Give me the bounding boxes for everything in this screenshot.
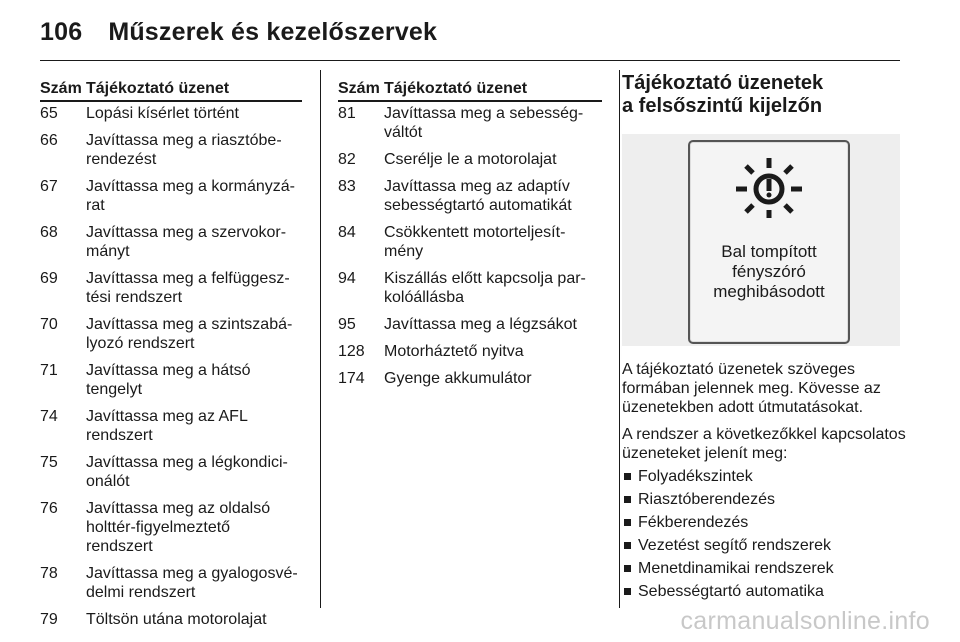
- bulb-warning-icon: [734, 156, 804, 218]
- square-bullet-icon: [624, 588, 631, 595]
- column-divider: [320, 70, 321, 608]
- column-header-number: Szám: [338, 79, 384, 101]
- message-text-line: Javíttassa meg a légzsákot: [384, 316, 577, 333]
- bullet-text: Vezetést segítő rendszerek: [638, 537, 831, 554]
- table-row: [338, 148, 602, 175]
- display-message-line: meghibásodott: [713, 282, 825, 301]
- message-text: [384, 267, 602, 313]
- message-number: 82: [338, 151, 356, 168]
- message-text-line: Javíttassa meg a felfüggesz-: [86, 270, 290, 287]
- table-row: [40, 267, 302, 313]
- table-row: [40, 101, 302, 129]
- message-text-line: mányt: [86, 243, 130, 260]
- message-text-line: Javíttassa meg az AFL: [86, 408, 248, 425]
- bullet-list: [622, 467, 912, 601]
- column-divider: [619, 70, 620, 608]
- column-header-message: Tájékoztató üzenet: [86, 79, 302, 101]
- table-row: [338, 221, 602, 267]
- column-header-number: Szám: [40, 79, 86, 101]
- message-text: [86, 451, 302, 497]
- square-bullet-icon: [624, 473, 631, 480]
- message-text: [86, 221, 302, 267]
- display-message: [690, 242, 848, 302]
- table-row: [338, 175, 602, 221]
- message-text-line: delmi rendszert: [86, 584, 196, 601]
- message-number: 84: [338, 224, 356, 241]
- table-row: [40, 497, 302, 562]
- table-row: [40, 562, 302, 608]
- watermark: carmanualsonline.info: [680, 607, 930, 635]
- message-text-line: tési rendszert: [86, 289, 183, 306]
- section-title: [622, 72, 912, 118]
- message-text-line: sebességtartó automatikát: [384, 197, 572, 214]
- table-row: [40, 313, 302, 359]
- message-number: 71: [40, 362, 58, 379]
- display-figure: [622, 134, 900, 346]
- table-row: [40, 451, 302, 497]
- message-text: [384, 101, 602, 148]
- message-number: 94: [338, 270, 356, 287]
- message-number: 69: [40, 270, 58, 287]
- message-text-line: Cserélje le a motorolajat: [384, 151, 557, 168]
- body-paragraph: A rendszer a következőkkel kapcsolatos üzeneteket jelenít meg:: [622, 426, 906, 462]
- message-text: [384, 313, 602, 340]
- bullet-item: [622, 513, 912, 532]
- message-text-line: rendezést: [86, 151, 157, 168]
- message-number: 75: [40, 454, 58, 471]
- message-table-left: [40, 79, 302, 635]
- message-text: [384, 175, 602, 221]
- message-text-line: Javíttassa meg a szervokor-: [86, 224, 287, 241]
- message-text-line: Javíttassa meg a gyalogosvé-: [86, 565, 298, 582]
- body-paragraph: A tájékoztató üzenetek szöveges formában jelennek meg. Kövesse az üzenetekben adott útmutatásokat.: [622, 361, 881, 416]
- message-text: [384, 221, 602, 267]
- message-number: 68: [40, 224, 58, 241]
- bullet-item: [622, 536, 912, 555]
- message-text: [86, 562, 302, 608]
- message-text-line: lyozó rendszert: [86, 335, 195, 352]
- message-text: [86, 608, 302, 635]
- message-number: 95: [338, 316, 356, 333]
- message-text-line: holttér-figyelmeztető: [86, 519, 231, 536]
- table-row: [40, 175, 302, 221]
- message-text-line: Javíttassa meg az oldalsó: [86, 500, 271, 517]
- message-text-line: Javíttassa meg a szintszabá-: [86, 316, 293, 333]
- message-number: 174: [338, 370, 365, 387]
- message-text-line: Javíttassa meg az adaptív: [384, 178, 570, 195]
- header-rule: [40, 60, 900, 61]
- bullet-item: [622, 582, 912, 601]
- message-number: 83: [338, 178, 356, 195]
- table-row: [40, 359, 302, 405]
- table-row: [338, 340, 602, 367]
- bullet-item: [622, 490, 912, 509]
- square-bullet-icon: [624, 565, 631, 572]
- section-title-line: Tájékoztató üzenetek: [622, 72, 824, 94]
- message-text: [86, 497, 302, 562]
- table-row: [40, 221, 302, 267]
- message-number: 67: [40, 178, 58, 195]
- message-text: [86, 175, 302, 221]
- message-text: [86, 313, 302, 359]
- message-text: [86, 405, 302, 451]
- bullet-text: Fékberendezés: [638, 514, 749, 531]
- section-title-line: a felsőszintű kijelzőn: [622, 95, 823, 117]
- table-row: [40, 608, 302, 635]
- message-number: 79: [40, 611, 58, 628]
- message-text-line: tengelyt: [86, 381, 143, 398]
- message-text-line: onálót: [86, 473, 130, 490]
- bullet-item: [622, 467, 912, 486]
- display-screen: [688, 140, 850, 344]
- square-bullet-icon: [624, 542, 631, 549]
- message-text-line: Kiszállás előtt kapcsolja par-: [384, 270, 586, 287]
- message-text-line: Javíttassa meg a kormányzá-: [86, 178, 295, 195]
- table-row: [338, 313, 602, 340]
- table-row: [40, 405, 302, 451]
- bullet-text: Sebességtartó automatika: [638, 583, 824, 600]
- message-text-line: Töltsön utána motorolajat: [86, 611, 267, 628]
- display-message-line: Bal tompított: [721, 242, 817, 261]
- message-text-line: Gyenge akkumulátor: [384, 370, 532, 387]
- square-bullet-icon: [624, 519, 631, 526]
- message-text-line: Lopási kísérlet történt: [86, 105, 239, 122]
- message-number: 66: [40, 132, 58, 149]
- page-title: Műszerek és kezelőszervek: [108, 18, 438, 46]
- message-text: [384, 148, 602, 175]
- message-text-line: mény: [384, 243, 424, 260]
- message-text-line: rat: [86, 197, 105, 214]
- message-text-line: Javíttassa meg a hátsó: [86, 362, 251, 379]
- table-row: [338, 267, 602, 313]
- column-header-message: Tájékoztató üzenet: [384, 79, 602, 101]
- message-number: 128: [338, 343, 365, 360]
- message-text-line: Csökkentett motorteljesít-: [384, 224, 566, 241]
- message-number: 81: [338, 105, 356, 122]
- message-text: [384, 340, 602, 367]
- table-row: [338, 367, 602, 394]
- table-row: [338, 101, 602, 148]
- bullet-text: Folyadékszintek: [638, 468, 753, 485]
- message-number: 65: [40, 105, 58, 122]
- message-text: [384, 367, 602, 394]
- display-message-line: fényszóró: [732, 262, 806, 281]
- message-number: 76: [40, 500, 58, 517]
- message-number: 70: [40, 316, 58, 333]
- message-text: [86, 101, 302, 129]
- square-bullet-icon: [624, 496, 631, 503]
- message-text: [86, 267, 302, 313]
- bullet-text: Riasztóberendezés: [638, 491, 775, 508]
- message-number: 74: [40, 408, 58, 425]
- table-row: [40, 129, 302, 175]
- message-text-line: Javíttassa meg a sebesség-: [384, 105, 584, 122]
- message-text-line: Javíttassa meg a légkondici-: [86, 454, 288, 471]
- message-text-line: rendszert: [86, 538, 153, 555]
- message-text-line: kolóállásba: [384, 289, 465, 306]
- page-header: [40, 18, 437, 47]
- message-text: [86, 129, 302, 175]
- message-table-middle: [338, 79, 602, 394]
- bullet-text: Menetdinamikai rendszerek: [638, 560, 834, 577]
- message-text-line: váltót: [384, 124, 423, 141]
- right-column: [622, 72, 912, 601]
- message-text-line: Javíttassa meg a riasztóbe-: [86, 132, 282, 149]
- message-number: 78: [40, 565, 58, 582]
- page-number: 106: [40, 18, 83, 46]
- message-text-line: rendszert: [86, 427, 153, 444]
- message-text-line: Motorháztető nyitva: [384, 343, 524, 360]
- bullet-item: [622, 559, 912, 578]
- message-text: [86, 359, 302, 405]
